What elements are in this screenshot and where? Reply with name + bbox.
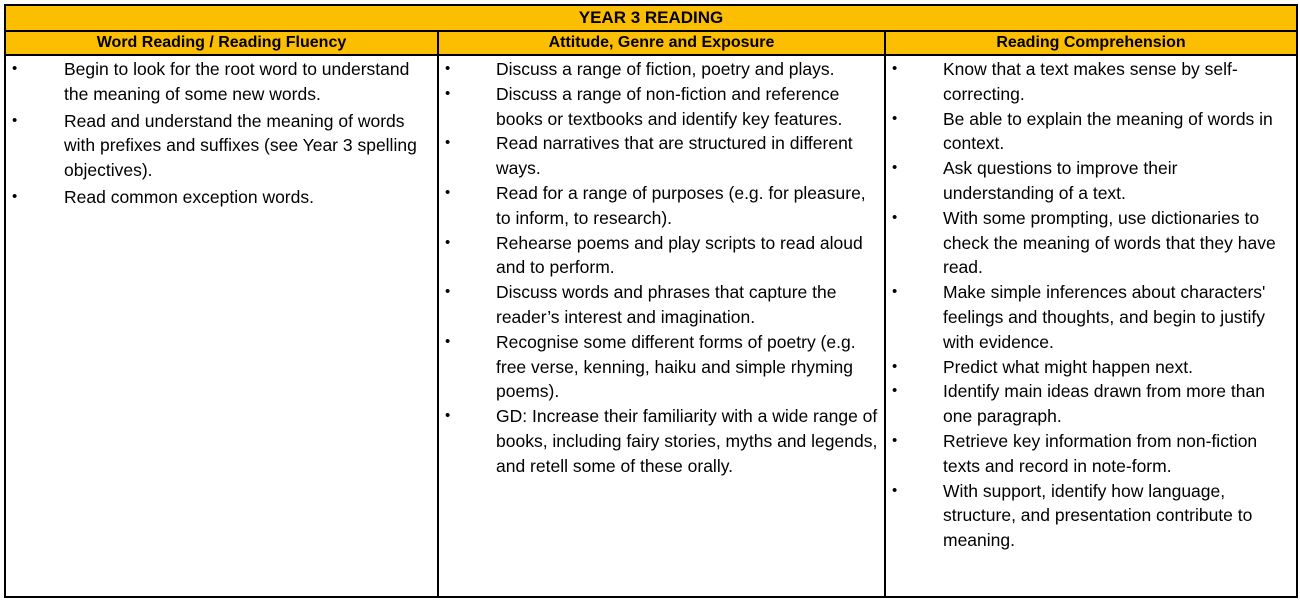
- list-item: • Read narratives that are structured in different ways.: [445, 133, 853, 179]
- list-item: • Make simple inferences about characters' feelings and thoughts, and begin to justify with evidence.: [892, 282, 1266, 352]
- bullet-icon: •: [445, 134, 451, 152]
- list-item: • Begin to look for the root word to understand the meaning of some new words.: [12, 59, 410, 104]
- list-item: • Discuss a range of non-fiction and reference books or textbooks and identify key features.: [445, 83, 843, 129]
- bullet-icon: •: [892, 431, 898, 449]
- list-item: • Predict what might happen next.: [886, 355, 1296, 380]
- word-reading-list: [6, 56, 437, 210]
- bullet-icon: •: [892, 481, 898, 499]
- list-item: • GD: Increase their familiarity with a wide range of books, including fairy stories, myths and legends, and retell some of these orally.: [445, 406, 878, 476]
- list-item: • Ask questions to improve their understanding of a text.: [892, 158, 1178, 203]
- attitude-genre-list: [439, 56, 884, 479]
- list-item: • Recognise some different forms of poetry (e.g. free verse, kenning, haiku and simple rhyming poems).: [445, 331, 856, 402]
- bullet-icon: •: [12, 60, 18, 77]
- bullet-icon: •: [445, 84, 451, 102]
- bullet-icon: •: [445, 332, 451, 350]
- list-item: • Know that a text makes sense by self-correcting.: [892, 59, 1238, 104]
- list-item: • Read for a range of purposes (e.g. for pleasure, to inform, to research).: [445, 182, 866, 228]
- bullet-icon: •: [892, 159, 898, 177]
- bullet-icon: •: [892, 283, 898, 301]
- list-item: • Retrieve key information from non-fiction texts and record in note-form.: [892, 430, 1258, 476]
- attitude-genre-cell: [438, 55, 885, 597]
- list-item: • Be able to explain the meaning of words in context.: [892, 108, 1273, 154]
- bullet-icon: •: [892, 109, 898, 127]
- bullet-icon: •: [445, 283, 451, 301]
- column-heading-word-reading: Word Reading / Reading Fluency: [5, 31, 438, 55]
- list-item: • Rehearse poems and play scripts to read aloud and to perform.: [445, 232, 863, 278]
- bullet-icon: •: [892, 60, 898, 77]
- list-item: • Discuss words and phrases that capture the reader’s interest and imagination.: [445, 282, 837, 327]
- table-title: YEAR 3 READING: [5, 5, 1297, 31]
- list-item: • Discuss a range of fiction, poetry and plays.: [439, 57, 884, 82]
- bullet-icon: •: [445, 183, 451, 201]
- list-item: • With support, identify how language, structure, and presentation contribute to meaning.: [892, 480, 1253, 551]
- comprehension-list: [886, 56, 1296, 553]
- header-row: [5, 31, 1297, 55]
- bullet-icon: •: [892, 208, 898, 226]
- list-item: • With some prompting, use dictionaries to check the meaning of words that they have read.: [892, 207, 1276, 278]
- bullet-icon: •: [892, 382, 898, 400]
- word-reading-cell: [5, 55, 438, 597]
- bullet-icon: •: [445, 233, 451, 251]
- title-row: [5, 5, 1297, 31]
- curriculum-table: [4, 4, 1298, 598]
- bullet-icon: •: [12, 111, 18, 129]
- bullet-icon: •: [445, 60, 451, 77]
- list-item: • Identify main ideas drawn from more than one paragraph.: [892, 381, 1265, 427]
- comprehension-cell: [885, 55, 1297, 597]
- bullet-icon: •: [12, 187, 18, 205]
- list-item: • Read common exception words.: [6, 185, 437, 210]
- column-heading-attitude-genre: Attitude, Genre and Exposure: [438, 31, 885, 55]
- column-heading-comprehension: Reading Comprehension: [885, 31, 1297, 55]
- bullet-icon: •: [445, 407, 451, 425]
- list-item: • Read and understand the meaning of words with prefixes and suffixes (see Year 3 spelling objectives).: [12, 110, 417, 181]
- content-row: [5, 55, 1297, 597]
- bullet-icon: •: [892, 357, 898, 375]
